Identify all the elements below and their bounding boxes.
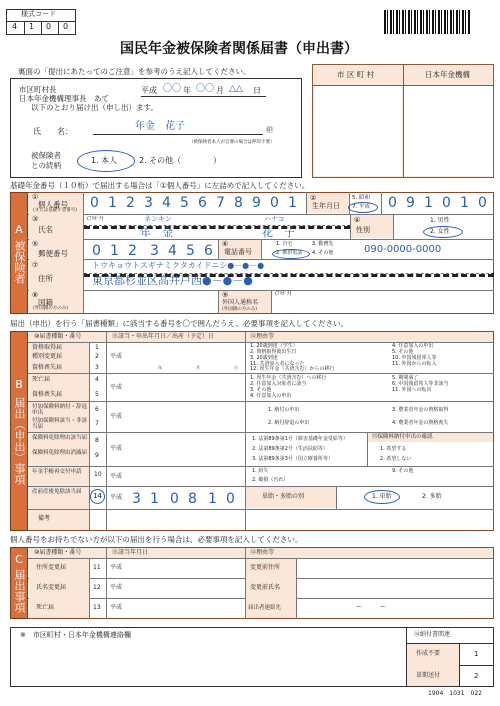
personal-number-digit: 2 xyxy=(126,195,135,211)
b-date-digit: 8 xyxy=(188,491,197,507)
reason-opt[interactable]: 1. 20歳到達（学生） xyxy=(250,343,298,349)
office-box xyxy=(312,64,494,178)
b-row-no[interactable]: 1 xyxy=(95,344,99,351)
b-date-digit: 0 xyxy=(170,491,179,507)
address[interactable]: 東京都杉並区高井戸西●－●－● xyxy=(92,274,253,287)
b-row-no[interactable]: 3 xyxy=(95,364,99,371)
c-row-reason: 変更前氏名 xyxy=(250,584,281,591)
reason-opt[interactable]: 12. 厚生年金（共済含む）からの移行 xyxy=(250,366,335,372)
relation-opt1[interactable]: 1. 本人 xyxy=(91,156,118,165)
c-row-label: 氏名変更届 xyxy=(36,584,67,591)
b-era: 平成 xyxy=(110,384,123,391)
zip-digit: 1 xyxy=(110,243,119,259)
c-header1: ⑩届書種類・番号 xyxy=(34,549,82,556)
section-a-letter: A xyxy=(15,222,23,236)
phone-opt-mobile[interactable]: 2. 携帯電話 xyxy=(276,250,303,256)
relation-label1: 被保険者 xyxy=(31,151,61,160)
a-field8-label: 国籍 xyxy=(38,298,53,307)
phone-opt-work[interactable]: 3. 勤務先 xyxy=(312,241,334,247)
footer-doc-label: ⑭納付書関連 xyxy=(414,631,451,638)
form-code-digit: 0 xyxy=(46,22,52,31)
reason-opt[interactable]: 3. 法第89条第3号（国立療養所等） xyxy=(252,456,333,462)
era-opt-showa[interactable]: 5. 昭和 xyxy=(352,195,370,201)
pay-opt[interactable]: 1. 希望する xyxy=(380,446,407,452)
birth-digit: 9 xyxy=(406,195,415,211)
b-row-no[interactable]: 9 xyxy=(95,452,99,459)
a-field8-no: ⑧ xyxy=(32,291,39,299)
a-field4-no: ④ xyxy=(354,216,361,224)
date-day-unit: 日 xyxy=(253,86,261,95)
footer-r2-value[interactable]: 2 xyxy=(474,672,479,680)
c-header2: ⑪該当年月日 xyxy=(112,549,149,556)
zip-digit: 2 xyxy=(128,243,137,259)
birth-digit: 1 xyxy=(460,195,469,211)
reason-opt[interactable]: 2. 法第89条第2号（生活扶助等） xyxy=(252,446,328,452)
b-year-unit: 年 xyxy=(158,365,162,370)
personal-number-digit: 0 xyxy=(270,195,279,211)
personal-number-digit: 1 xyxy=(288,195,297,211)
name-label: 氏 名： xyxy=(33,127,73,136)
reason-opt[interactable]: 2. 破損（汚れ） xyxy=(252,477,289,483)
form-code-digit: 1 xyxy=(29,22,35,31)
zip-digit: 0 xyxy=(92,243,101,259)
name-kana-last[interactable]: ネンキン xyxy=(144,215,172,223)
reason-opt[interactable]: 9. その他 xyxy=(392,468,414,474)
multi-label: 単胎・多胎の別 xyxy=(262,493,305,500)
pay-confirm-label: ⑬保険料納付申出の確認 xyxy=(372,434,433,440)
a-field4-label: 性別 xyxy=(356,226,370,234)
name-first[interactable]: 花 子 xyxy=(262,226,295,239)
personal-number-digit: 7 xyxy=(216,195,225,211)
b-header1: ⑩届書種類・番号 xyxy=(34,333,82,340)
recipient-line1: 市区町村長 xyxy=(19,85,57,94)
b-row-no[interactable]: 4 xyxy=(95,376,99,383)
b-row-no[interactable]: 10 xyxy=(94,471,102,478)
personal-number-digit: 8 xyxy=(234,195,243,211)
b-row-label: 種別変更届 xyxy=(32,353,63,360)
footer-note: ※ 市区町村・日本年金機構連絡欄 xyxy=(20,631,131,639)
reason-opt[interactable]: 1. 納付の申出 xyxy=(268,407,300,413)
b-header2: ⑪該当・申出年月日／出産（予定）日 xyxy=(112,333,215,340)
date-month-unit: 月 xyxy=(216,86,224,95)
reason-opt[interactable]: 5. その他 xyxy=(392,349,414,355)
a-field2-label: 生年月日 xyxy=(312,202,340,210)
a-field9-no: ⑨ xyxy=(222,291,229,299)
reason-opt[interactable]: 4. 任意加入の申出 xyxy=(392,343,434,349)
instruction-basic: 基礎年金番号（１０桁）で届出する場合は「①個人番号」に左詰めで記入してください。 xyxy=(10,181,310,190)
a-field6-no: ⑥ xyxy=(222,240,229,248)
form-code-digit: 4 xyxy=(12,22,18,31)
name-kana-first[interactable]: ハナコ xyxy=(264,215,285,223)
b-date-digit: 3 xyxy=(132,491,141,507)
instruction-c: 個人番号をお持ちでない方が以下の届出を行う場合は、必要事項を記入してください。 xyxy=(10,535,303,544)
b-row-label: 付加保険料納付・辞退申出 xyxy=(32,404,88,417)
sex-male[interactable]: 1. 男性 xyxy=(430,217,450,224)
a-field1-no: ① xyxy=(32,193,39,201)
a-field6-label: 電話番号 xyxy=(224,248,252,256)
b-era: 平成 xyxy=(110,413,123,420)
reason-opt[interactable]: 2. 任意加入対象者に該当 xyxy=(250,381,307,387)
pay-opt[interactable]: 2. 希望しない xyxy=(380,456,412,462)
b-row-label: 保険料免除理由消滅届 xyxy=(32,450,88,456)
reason-opt[interactable]: 6. 中国残留邦人等非該当 xyxy=(392,381,449,387)
multi-multiple[interactable]: 2. 多胎 xyxy=(422,493,442,500)
personal-number-digit: 9 xyxy=(252,195,261,211)
reason-opt[interactable]: 4. 農業者年金の資格喪失 xyxy=(392,420,449,426)
reason-opt[interactable]: 3. 農業者年金の資格取得 xyxy=(392,407,449,413)
c-era: 平成 xyxy=(110,604,123,611)
section-c-letter: C xyxy=(15,553,23,566)
footer-r2-label: 単期送付 xyxy=(416,672,441,679)
b-era: 平成 xyxy=(110,445,123,452)
form-title: 国民年金被保険者関係届書（申出書） xyxy=(120,41,358,57)
a-field5-label: 郵便番号 xyxy=(38,249,68,258)
recipient-line3: 以下のとおり届け出（申し出）ます。 xyxy=(31,103,158,112)
instruction-b: 届出（申出）を行う「届書種類」に該当する番号を〇で囲んだうえ、必要事項を記入してください。 xyxy=(10,319,348,328)
date-year-unit: 年 xyxy=(183,86,191,95)
c-row-no[interactable]: 12 xyxy=(93,584,101,591)
barcode xyxy=(384,10,470,34)
relation-label2: との続柄 xyxy=(31,161,61,170)
seal-note: （被保険者本人が自署の場合は押印不要） xyxy=(189,140,275,145)
b-row-label: 年金手帳再交付申請 xyxy=(32,469,82,475)
a-field9-sub: (外国籍の方のみ) xyxy=(222,307,258,312)
form-code-label: 様式コード xyxy=(21,10,56,18)
date-month[interactable]: 〇〇 xyxy=(196,84,215,94)
c-row-reason: 届出者連絡先 xyxy=(248,605,282,611)
alias-furigana: (ﾌﾘｶﾞﾅ) xyxy=(275,291,292,297)
a-field1-sub: (または基礎年金番号) xyxy=(33,208,78,213)
office-col-city: 市 区 町 村 xyxy=(337,70,375,79)
b-era: 平成 xyxy=(110,473,123,480)
form-code-digit: 0 xyxy=(63,22,69,31)
birth-digit: 0 xyxy=(388,195,397,211)
b-row-label: 死亡届 xyxy=(32,376,51,383)
name-last[interactable]: 年 金 xyxy=(140,226,173,239)
b-month-unit: 月 xyxy=(196,365,200,370)
reason-opt[interactable]: 1. 厚生年金（共済含む）への移行 xyxy=(250,375,327,381)
office-col-nenkin: 日本年金機構 xyxy=(425,70,470,79)
personal-number-field[interactable] xyxy=(84,193,306,213)
c-row-label: 住所変更届 xyxy=(36,564,67,571)
b-row-label: 産前産後免除該当届 xyxy=(32,489,82,495)
form-code-box xyxy=(6,9,76,35)
relation-opt2[interactable]: 2. その他（ ） xyxy=(139,156,222,165)
reason-opt[interactable]: 3. その他 xyxy=(250,387,272,393)
personal-number-digit: 6 xyxy=(198,195,207,211)
zip-digit: 5 xyxy=(186,243,195,259)
b-row-no-selected[interactable]: 14 xyxy=(93,492,102,500)
footer-code: 1904 1031 022 xyxy=(428,690,482,697)
c-row-reason: 変更前住所 xyxy=(250,564,281,571)
section-b-letter: B xyxy=(15,377,23,391)
date-year[interactable]: 〇〇 xyxy=(163,84,182,94)
instruction-top: 裏面の「提出にあたってのご注意」を参考のうえ記入してください。 xyxy=(18,67,251,76)
b-row-no[interactable]: 8 xyxy=(95,437,99,444)
personal-number-digit: 3 xyxy=(144,195,153,211)
personal-number-digit: 1 xyxy=(108,195,117,211)
date-day[interactable]: △△ xyxy=(229,84,243,94)
reason-opt[interactable]: 1. 法第89条第1号（障害基礎年金受給等） xyxy=(252,436,348,442)
era-opt-heisei[interactable]: 7. 平成 xyxy=(352,204,370,210)
reason-opt[interactable]: 11. 共済加入者になった xyxy=(250,361,305,367)
a-field5-no: ⑤ xyxy=(32,240,39,248)
address-kana[interactable]: トウキョウトスギナミクタカイドニシ●－●－● xyxy=(92,261,265,270)
reason-opt[interactable]: 1. 紛失 xyxy=(252,468,269,474)
personal-number-digit: 4 xyxy=(162,195,171,211)
b-day-unit: 日 xyxy=(234,365,238,370)
reason-opt[interactable]: 11. 外国からの転入 xyxy=(392,361,437,367)
a-field7-no: ⑦ xyxy=(32,261,39,269)
b-row-label: 資格喪失届 xyxy=(32,364,63,371)
c-row-no[interactable]: 11 xyxy=(93,564,101,571)
reason-opt[interactable]: 2. 納付辞退の申出 xyxy=(268,420,310,426)
b-row-no[interactable]: 6 xyxy=(95,406,99,413)
seal-mark: ㊞ xyxy=(266,126,273,134)
section-b-side xyxy=(10,331,28,531)
phone-opt-home[interactable]: 1. 自宅 xyxy=(276,241,293,247)
b-row-no[interactable]: 2 xyxy=(95,353,99,360)
zip-digit: 3 xyxy=(150,243,159,259)
date-era: 平成 xyxy=(141,86,157,95)
recipient-box xyxy=(10,78,302,178)
reason-opt[interactable]: 4. 任意加入の申出 xyxy=(250,393,292,399)
section-c-side xyxy=(10,547,28,619)
footer-r1-label: 作成不要 xyxy=(416,650,441,657)
c-header3: ⑫理由等 xyxy=(250,549,275,556)
section-a-side xyxy=(10,192,28,314)
a-field2-no: ② xyxy=(310,194,317,202)
phone-opt-other[interactable]: 4. その他 xyxy=(312,250,334,256)
reason-opt[interactable]: 3. 20歳到達 xyxy=(250,355,278,361)
a-field3-label: 氏名 xyxy=(38,225,53,234)
b-row-label: 付加保険料該当・非該当届 xyxy=(32,418,88,431)
b-row-label: 資格喪失届 xyxy=(32,391,63,398)
b-row-label: 保険料免除理由該当届 xyxy=(32,435,88,441)
b-era: 平成 xyxy=(110,353,123,360)
personal-number-digit: 0 xyxy=(90,195,99,211)
birth-digit: 0 xyxy=(442,195,451,211)
a-field9-label: 外国人通称名 xyxy=(222,299,259,306)
a-field7-label: 住所 xyxy=(38,274,53,283)
b-era: 平成 xyxy=(110,494,123,501)
b-header3: ⑫理由等 xyxy=(250,333,275,340)
section-a-title: 被保険者 xyxy=(13,239,26,284)
reason-opt[interactable]: 10. 中国残留邦人等 xyxy=(392,355,437,361)
applicant-name[interactable]: 年金 花子 xyxy=(135,121,185,132)
c-phone-dash[interactable]: ー ー xyxy=(356,604,387,611)
c-row-label: 死亡届 xyxy=(36,604,55,611)
reason-opt[interactable]: 2. 資格取得後出生日 xyxy=(250,349,297,355)
b-date-digit: 1 xyxy=(150,491,159,507)
b-row-no[interactable]: 7 xyxy=(95,420,99,427)
section-b-title: 届出（申出）事項 xyxy=(13,396,26,485)
section-c-title: 届出事項 xyxy=(13,569,26,613)
name-furigana-label: (ﾌﾘｶﾞﾅ) xyxy=(87,216,104,222)
sex-female[interactable]: 2. 女性 xyxy=(430,228,450,235)
b-row-label: 資格取得届 xyxy=(32,344,63,351)
zip-digit: 4 xyxy=(168,243,177,259)
birth-digit: 0 xyxy=(478,195,487,211)
footer-r1-value[interactable]: 1 xyxy=(474,650,479,658)
zip-digit: 6 xyxy=(204,243,213,259)
b-date-digit: 0 xyxy=(226,491,235,507)
b-row-no[interactable]: 5 xyxy=(95,391,99,398)
phone-number[interactable]: 090-0000-0000 xyxy=(364,244,442,255)
b-date-digit: 1 xyxy=(208,491,217,507)
reason-opt[interactable]: 11. 外国への転出 xyxy=(392,387,432,393)
c-era: 平成 xyxy=(110,584,123,591)
reason-opt[interactable]: 5. 期間満了 xyxy=(392,375,419,381)
a-field3-no: ③ xyxy=(32,215,39,223)
multi-single[interactable]: 1. 単胎 xyxy=(372,493,392,500)
c-row-no[interactable]: 13 xyxy=(93,604,101,611)
c-era: 平成 xyxy=(110,564,123,571)
recipient-line2: 日本年金機構理事長 あて xyxy=(19,94,109,103)
a-field8-sub: (外国籍の方のみ) xyxy=(33,306,69,311)
b-row-label-remarks: 備考 xyxy=(38,515,51,522)
birth-digit: 1 xyxy=(424,195,433,211)
personal-number-digit: 5 xyxy=(180,195,189,211)
a-field1-label: 個人番号 xyxy=(38,200,68,209)
